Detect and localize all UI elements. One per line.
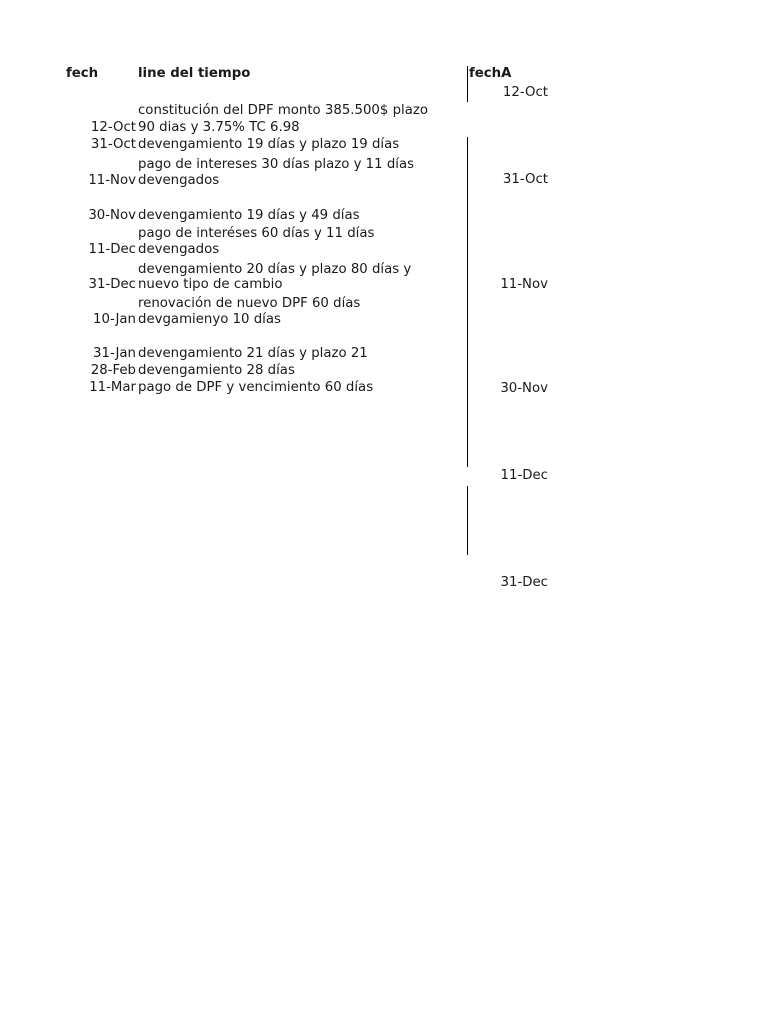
timeline-date: 30-Nov xyxy=(500,381,548,396)
row-description: pago de DPF y vencimiento 60 días xyxy=(138,380,374,395)
timeline-line-segment xyxy=(467,486,468,555)
row-date: 12-Oct xyxy=(90,120,136,135)
row-date: 10-Jan xyxy=(93,312,136,327)
row-date: 11-Nov xyxy=(88,173,136,188)
row-date: 28-Feb xyxy=(90,363,136,378)
row-description: devengados xyxy=(138,242,220,257)
header-fecha: fechA xyxy=(469,66,512,81)
row-description: constitución del DPF monto 385.500$ plazo xyxy=(138,103,428,118)
row-date: 30-Nov xyxy=(88,208,136,223)
row-description: devengamiento 19 días y plazo 19 días xyxy=(138,137,400,152)
row-description: renovación de nuevo DPF 60 días xyxy=(138,296,361,311)
timeline-date: 11-Nov xyxy=(500,277,548,292)
row-date: 31-Jan xyxy=(93,346,136,361)
row-date: 31-Oct xyxy=(90,137,136,152)
row-description: devengamiento 28 días xyxy=(138,363,295,378)
row-description: devengamiento 19 días y 49 días xyxy=(138,208,360,223)
row-description: 90 dias y 3.75% TC 6.98 xyxy=(138,120,300,135)
row-description: nuevo tipo de cambio xyxy=(138,277,283,292)
row-description: devgamienyo 10 días xyxy=(138,312,281,327)
row-description: devengamiento 21 días y plazo 21 xyxy=(138,346,368,361)
row-description: pago de intereses 30 días plazo y 11 días xyxy=(138,157,415,172)
row-date: 31-Dec xyxy=(88,277,136,292)
row-description: devengamiento 20 días y plazo 80 días y xyxy=(138,262,412,277)
header-fech: fech xyxy=(66,66,99,81)
row-date: 11-Dec xyxy=(88,242,136,257)
row-description: devengados xyxy=(138,173,220,188)
header-line-del-tiempo: line del tiempo xyxy=(138,66,251,81)
row-description: pago de interéses 60 días y 11 días xyxy=(138,226,375,241)
timeline-date: 11-Dec xyxy=(500,468,548,483)
row-date: 11-Mar xyxy=(89,380,136,395)
timeline-date: 31-Oct xyxy=(502,172,548,187)
timeline-date: 31-Dec xyxy=(500,575,548,590)
timeline-date: 12-Oct xyxy=(502,85,548,100)
